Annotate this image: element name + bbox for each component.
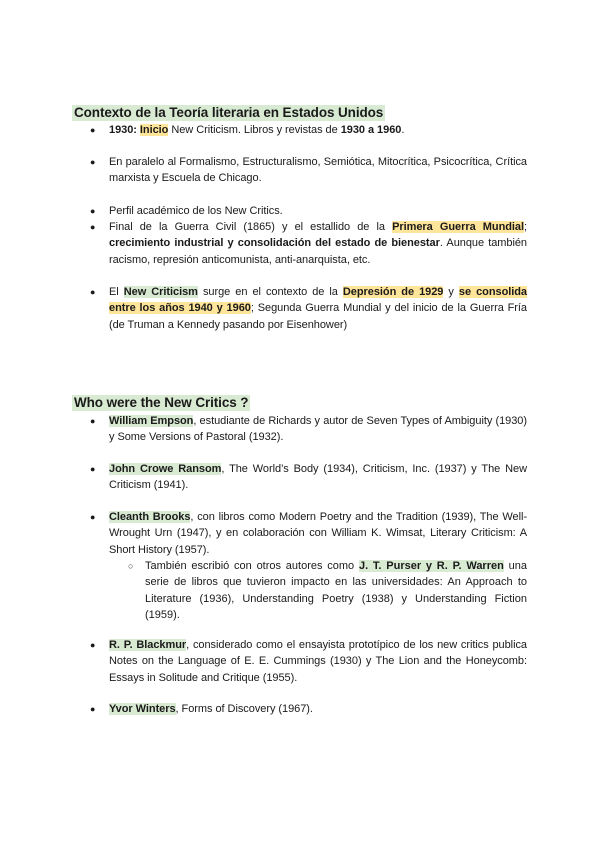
author-text: , The World’s Body (1934), Criticism, Inc. (1937) y The New Criticism (1941). <box>109 463 527 492</box>
list-item-new-criticism <box>90 284 527 333</box>
item-text: En paralelo al Formalismo, Estructuralismo, Semiótica, Mitocrítica, Psicocrítica, Crítica marxista y Escuela de Chicago. <box>109 156 527 185</box>
item-text-3: y <box>443 286 459 298</box>
list-item-winters <box>90 701 527 717</box>
new-criticism-highlight: New Criticism <box>123 286 198 298</box>
item-text-end: . Aunque también racismo, represión anticomunista, anti-anarquista, etc. <box>109 237 527 266</box>
sub-text-end: una serie de libros que tuvieron impacto en las universidades: An Approach to Literature (1936), Understanding Poetry (1938) y Understanding Fiction (1959). <box>145 560 527 621</box>
section-heading-contexto: Contexto de la Teoría literaria en Estados Unidos <box>74 105 384 120</box>
sub-text: También escribió con otros autores como <box>145 560 359 572</box>
list-item-empson <box>90 413 527 446</box>
author-name: R. P. Blackmur <box>109 639 187 651</box>
inicio-highlight: Inicio <box>139 124 169 136</box>
war-highlight: Primera Guerra Mundial <box>392 221 524 233</box>
bullet-icon: ● <box>90 464 96 474</box>
item-text-2: surge en el contexto de la <box>197 286 343 298</box>
list-item-ransom <box>90 461 527 494</box>
item-text-end: . <box>401 124 405 136</box>
item-text-sep: ; <box>523 221 527 233</box>
bullet-icon: ● <box>90 157 96 167</box>
consolida-highlight: se consolida entre los años 1940 y 1960 <box>109 286 527 315</box>
item-text-4: ; Segunda Guerra Mundial y del inicio de la Guerra Fría (de Truman a Kennedy pasando por Eisenhower) <box>109 302 527 331</box>
bullet-icon: ● <box>90 287 96 297</box>
list-item-perfil <box>90 203 527 219</box>
author-text: , estudiante de Richards y autor de Seven Types of Ambiguity (1930) y Some Versions of Pastoral (1932). <box>109 415 527 444</box>
bullet-icon: ● <box>90 704 96 714</box>
item-text: Final de la Guerra Civil (1865) y el estallido de la <box>109 221 393 233</box>
bullet-icon: ● <box>90 512 96 522</box>
list-item-1930 <box>90 122 527 138</box>
bold-text: crecimiento industrial y consolidación del estado de bienestar <box>109 237 440 250</box>
author-text: , considerado como el ensayista prototípico de los new critics publica Notes on the Language of E. E. Cummings (1930) y The Lion and the Honeycomb: Essays in Solitude and Critique (1955). <box>109 639 527 684</box>
item-text: El <box>109 286 124 298</box>
coauthors-highlight: J. T. Purser y R. P. Warren <box>358 560 504 572</box>
item-text: New Criticism. Libros y revistas de <box>168 124 341 136</box>
sub-bullet-icon: ○ <box>128 561 134 571</box>
author-text: , Forms of Discovery (1967). <box>175 703 313 715</box>
depresion-highlight: Depresión de 1929 <box>342 286 444 298</box>
bullet-icon: ● <box>90 125 96 135</box>
item-text: Perfil académico de los New Critics. <box>109 205 283 217</box>
author-name: John Crowe Ransom <box>109 463 222 475</box>
author-name: William Empson <box>109 415 194 427</box>
list-item-blackmur <box>90 637 527 686</box>
range-label: 1930 a 1960 <box>340 124 402 136</box>
author-name: Yvor Winters <box>109 703 176 715</box>
list-item-paralelo <box>90 154 527 187</box>
bullet-icon: ● <box>90 206 96 216</box>
year-label: 1930: <box>109 124 137 136</box>
author-name: Cleanth Brooks <box>109 511 191 523</box>
section-heading-new-critics: Who were the New Critics ? <box>74 395 249 410</box>
bullet-icon: ● <box>90 222 96 232</box>
bullet-icon: ● <box>90 640 96 650</box>
bullet-icon: ● <box>90 416 96 426</box>
sub-item-purser-warren <box>128 558 527 623</box>
list-item-brooks <box>90 509 527 558</box>
list-item-guerra-civil <box>90 219 527 268</box>
author-text: , con libros como Modern Poetry and the Tradition (1939), The Well-Wrought Urn (1947), y en colaboración con William K. Wimsat, Literary Criticism: A Short History (1957). <box>109 511 527 556</box>
